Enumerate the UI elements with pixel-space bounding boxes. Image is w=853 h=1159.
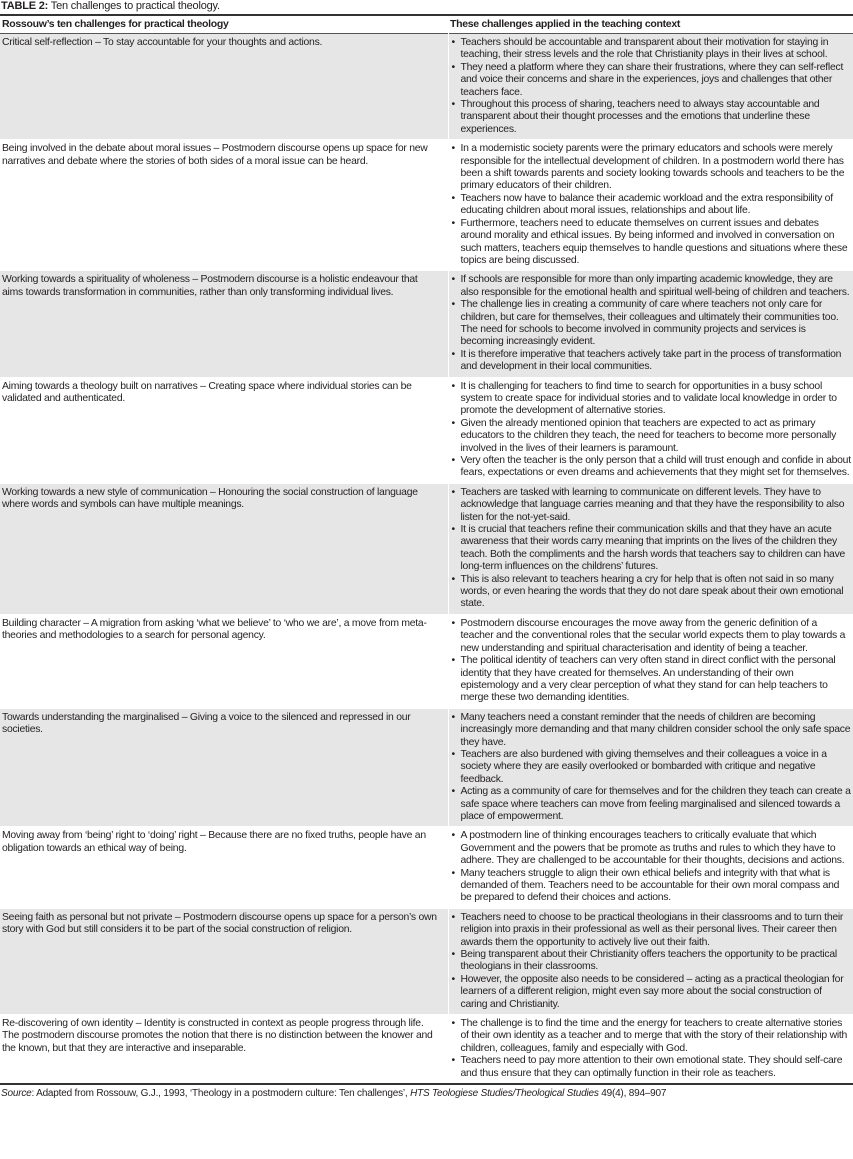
table-row <box>0 1015 853 1085</box>
application-cell <box>448 827 853 908</box>
application-bullet: • It is crucial that teachers refine their communication skills and that they have an acute awareness that their words carry meaning that imprints on the lives of the children they teach. Both the compliments and the harsh words that teachers say to children can have long-term influences on the childrens’ futures. <box>461 524 852 574</box>
challenge-cell: Working towards a new style of communication – Honouring the social construction of language where words and symbols can have multiple meanings. <box>0 483 448 614</box>
application-bullet: • However, the opposite also needs to be considered – acting as a practical theologian for learners of a different religion, might even say more about the social construction of caring and Christianity. <box>461 974 852 1011</box>
application-list <box>451 912 852 1011</box>
application-bullet: • Furthermore, teachers need to educate themselves on current issues and debates around morality and ethical issues. By being informed and involved in conversation on such matters, teachers equip themselves to handle questions and situations where these topics are being discussed. <box>461 218 852 268</box>
application-bullet: • Teachers are tasked with learning to communicate on different levels. They have to acknowledge that language carries meaning and that they have the responsibility to also listen for the not-yet-said. <box>461 487 852 524</box>
application-list <box>451 618 852 705</box>
source-text: : Adapted from Rossouw, G.J., 1993, ‘Theology in a postmodern culture: Ten challenges’, <box>31 1088 411 1100</box>
challenge-cell: Moving away from ‘being’ right to ‘doing’ right – Because there are no fixed truths, people have an obligation towards an ethical way of being. <box>0 827 448 908</box>
application-cell <box>448 614 853 708</box>
application-list <box>451 37 852 136</box>
table-row <box>0 377 853 483</box>
application-cell <box>448 34 853 140</box>
application-bullet: • Postmodern discourse encourages the move away from the generic definition of a teacher and the conventional roles that the secular world expects them to play towards a new understanding and spiritual characterisation and identity of being a teacher. <box>461 618 852 655</box>
application-bullet: • In a modernistic society parents were the primary educators and schools were merely responsible for the intellectual development of children. In a postmodern world there has been a shift towards parents and society looking towards schools and teachers to be the primary educators of their children. <box>461 143 852 193</box>
table-row <box>0 708 853 827</box>
application-cell <box>448 483 853 614</box>
challenge-cell: Seeing faith as personal but not private – Postmodern discourse opens up space for a person’s own story with God but still considers it to be part of the social construction of religion. <box>0 908 448 1014</box>
application-list <box>451 487 852 611</box>
source-label: Source <box>1 1088 32 1100</box>
application-bullet: • The political identity of teachers can very often stand in direct conflict with the personal identity that they have created for themselves. An understanding of their own epistemology and a very clear perception of what they stand for can help teachers to merge these two demanding identities. <box>461 655 852 705</box>
application-bullet: • This is also relevant to teachers hearing a cry for help that is often not said in so many words, or even hearing the words that they do not dare speak about their own emotional state. <box>461 574 852 611</box>
column-header-challenges: Rossouw’s ten challenges for practical theology <box>2 18 229 30</box>
source-text-end: 49(4), 894–907 <box>598 1088 667 1100</box>
application-bullet: • A postmodern line of thinking encourages teachers to critically evaluate that which Government and the powers that be promote as truths and rules to which they have to adhere. They are challenged to be accountable for their thoughts, decisions and actions. <box>461 830 852 867</box>
challenge-cell: Working towards a spirituality of wholeness – Postmodern discourse is a holistic endeavour that aims towards transformation in communities, rather than only transforming individual lives. <box>0 271 448 377</box>
challenge-cell: Re-discovering of own identity – Identity is constructed in context as people progress through life. The postmodern discourse promotes the notion that there is no distinction between the knower and the known, but that they are interactive and inseparable. <box>0 1015 448 1085</box>
challenge-cell: Being involved in the debate about moral issues – Postmodern discourse opens up space for new narratives and debate where the stories of both sides of a moral issue can be heard. <box>0 140 448 271</box>
application-bullet: • Being transparent about their Christianity offers teachers the opportunity to be practical theologians in their classrooms. <box>461 949 852 974</box>
application-bullet: • They need a platform where they can share their frustrations, where they can self-reflect and voice their concerns and share in the experiences, joys and challenges that other teachers face. <box>461 62 852 99</box>
application-bullet: • Many teachers need a constant reminder that the needs of children are becoming increasingly more demanding and that many children consider school the only safe space they have. <box>461 712 852 749</box>
application-cell <box>448 377 853 483</box>
challenge-cell: Critical self-reflection – To stay accountable for your thoughts and actions. <box>0 34 448 140</box>
application-cell <box>448 271 853 377</box>
table-row <box>0 908 853 1014</box>
source-note <box>0 1085 853 1100</box>
table-row <box>0 827 853 908</box>
application-cell <box>448 1015 853 1085</box>
application-bullet: • If schools are responsible for more than only imparting academic knowledge, they are also responsible for the emotional health and spiritual well-being of children and teachers. <box>461 274 852 299</box>
table-row <box>0 140 853 271</box>
application-bullet: • It is challenging for teachers to find time to search for opportunities in a busy school system to create space for individual stories and to validate local knowledge in order to promote the development of alternative stories. <box>461 381 852 418</box>
application-list <box>451 381 852 480</box>
application-bullet: • Teachers are also burdened with giving themselves and their colleagues a voice in a society where they are easily overlooked or bombarded with critique and negative feedback. <box>461 749 852 786</box>
application-bullet: • It is therefore imperative that teachers actively take part in the process of transformation and development in their local communities. <box>461 349 852 374</box>
application-bullet: • Teachers need to choose to be practical theologians in their classrooms and to turn their religion into praxis in their professional as well as their personal lives. Their career then awards them the opportunity to actively live out their faith. <box>461 912 852 949</box>
challenge-cell: Towards understanding the marginalised – Giving a voice to the silenced and repressed in our societies. <box>0 708 448 827</box>
column-header-applications: These challenges applied in the teaching context <box>450 18 681 30</box>
application-list <box>451 274 852 373</box>
application-cell <box>448 140 853 271</box>
application-bullet: • Teachers need to pay more attention to their own emotional state. They should self-care and thus ensure that they can optimally function in their role as teachers. <box>461 1055 852 1080</box>
application-list <box>451 712 852 824</box>
table-body <box>0 34 853 1085</box>
caption-text: Ten challenges to practical theology. <box>50 0 220 12</box>
application-list <box>451 830 852 904</box>
application-bullet: • The challenge is to find the time and the energy for teachers to create alternative stories of their own identity as a teacher and to merge that with the story of their relationship with children, colleagues, family and especially with God. <box>461 1018 852 1055</box>
table-row <box>0 34 853 140</box>
application-bullet: • Many teachers struggle to align their own ethical beliefs and integrity with that what is demanded of them. Teachers need to be accountable for their own moral compass and be prepared to defend their choices and actions. <box>461 868 852 905</box>
application-list <box>451 1018 852 1080</box>
table-header-row <box>0 15 853 34</box>
table-row <box>0 483 853 614</box>
application-bullet: • The challenge lies in creating a community of care where teachers not only care for children, but care for themselves, their colleagues and ultimately their communities too. The need for schools to become involved in community projects and services is becoming increasingly evident. <box>461 299 852 349</box>
application-cell <box>448 708 853 827</box>
table-row <box>0 614 853 708</box>
table-caption <box>0 0 853 13</box>
application-list <box>451 143 852 267</box>
application-bullet: • Throughout this process of sharing, teachers need to always stay accountable and transparent about their thought processes and the emotions that underline these experiences. <box>461 99 852 136</box>
challenge-cell: Building character – A migration from asking ‘what we believe’ to ‘who we are’, a move from meta-theories and methodologies to a search for personal agency. <box>0 614 448 708</box>
application-bullet: • Acting as a community of care for themselves and for the children they teach can create a safe space where teachers can move from feeling marginalised and silenced towards a place of empowerment. <box>461 786 852 823</box>
application-bullet: • Very often the teacher is the only person that a child will trust enough and confide in about fears, expectations or even dreams and achievements that they might set for themselves. <box>461 455 852 480</box>
table-row <box>0 271 853 377</box>
source-journal: HTS Teologiese Studies/Theological Studies <box>410 1088 599 1100</box>
challenges-table <box>0 14 853 1085</box>
challenge-cell: Aiming towards a theology built on narratives – Creating space where individual stories can be validated and authenticated. <box>0 377 448 483</box>
application-bullet: • Given the already mentioned opinion that teachers are expected to act as primary educators to the children they teach, the need for teachers to become more personally involved in the lives of their learners is paramount. <box>461 418 852 455</box>
application-cell <box>448 908 853 1014</box>
application-bullet: • Teachers now have to balance their academic workload and the extra responsibility of educating children about moral issues, relationships and about life. <box>461 193 852 218</box>
application-bullet: • Teachers should be accountable and transparent about their motivation for staying in teaching, their stress levels and the role that Christianity plays in their lives at school. <box>461 37 852 62</box>
caption-label: TABLE 2: <box>1 0 49 12</box>
